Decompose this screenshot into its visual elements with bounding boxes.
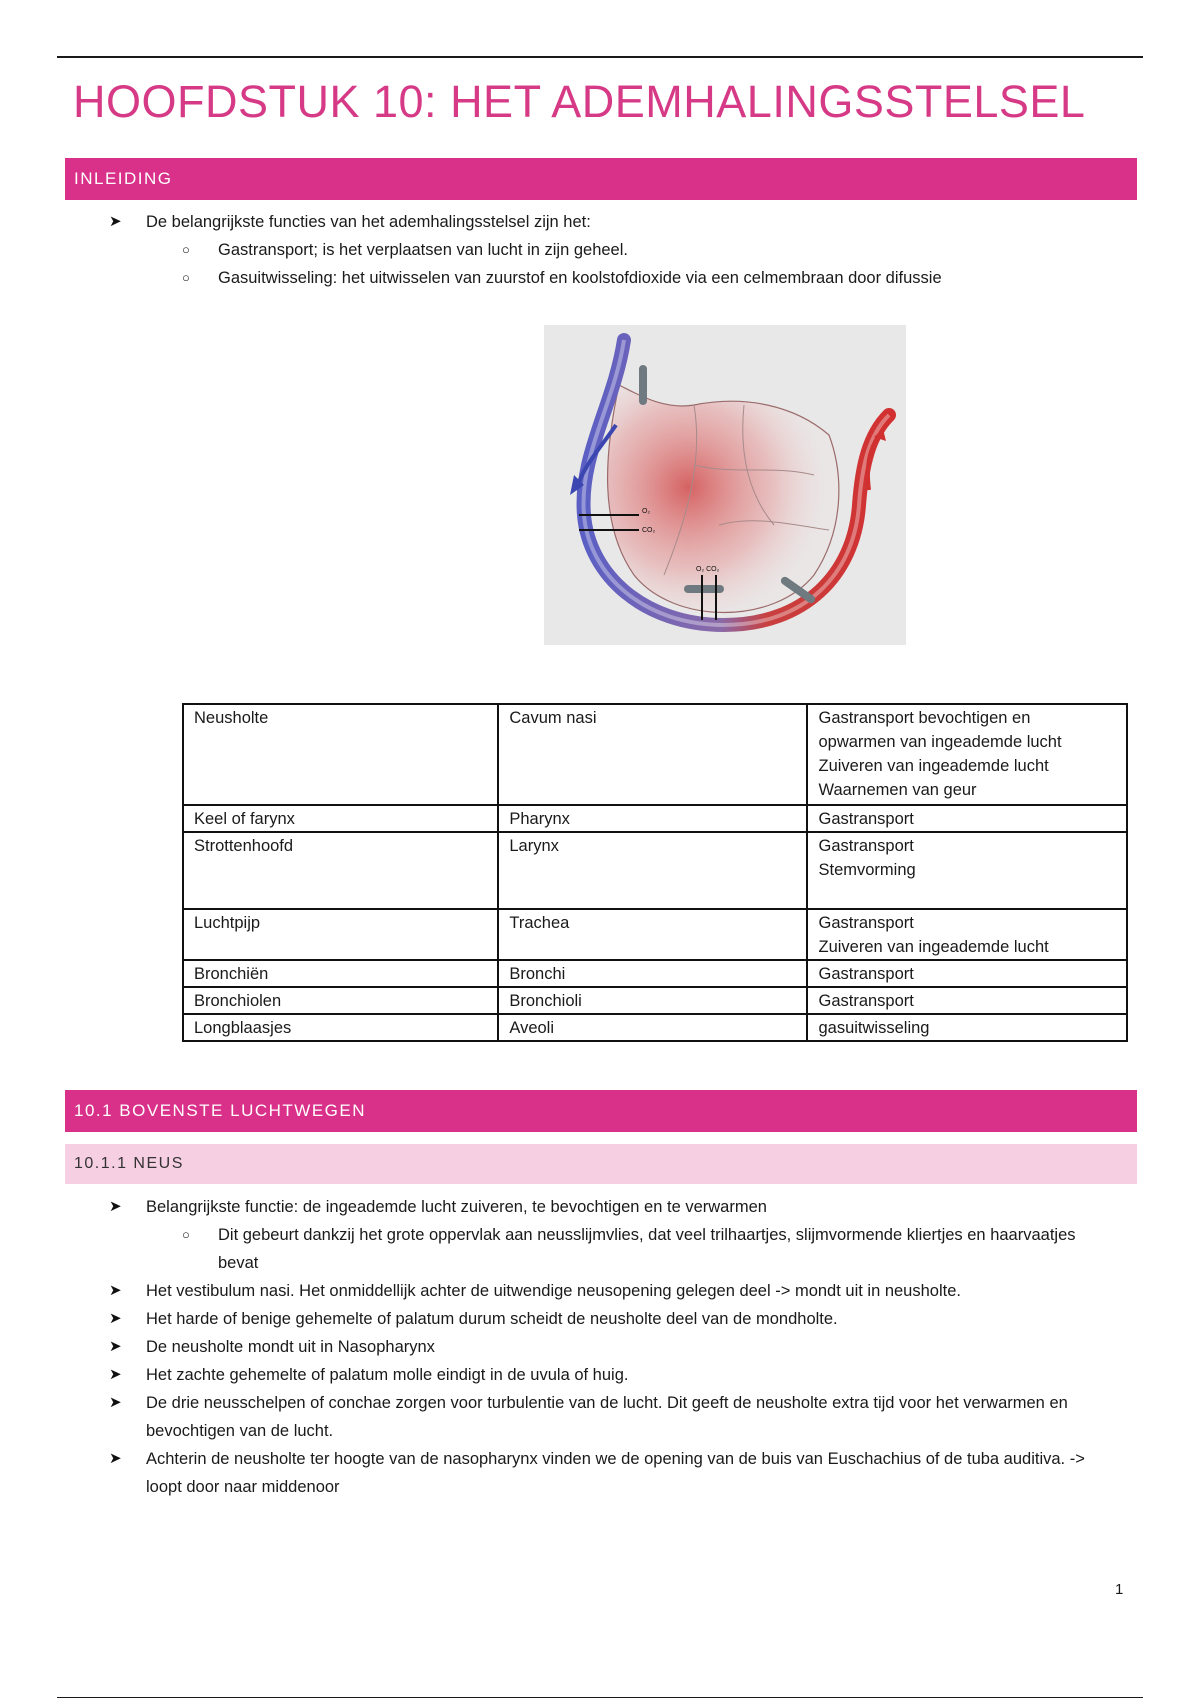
table-cell-latin-name: Cavum nasi (498, 704, 807, 805)
table-cell-function (807, 1014, 1127, 1041)
function-line: gasuitwisseling (818, 1019, 930, 1037)
list-item (0, 1193, 1200, 1221)
arrow-bullet-icon: ➤ (109, 1366, 122, 1383)
list-item (0, 1305, 1200, 1333)
list-item (0, 1361, 1200, 1389)
arrow-bullet-icon: ➤ (109, 1338, 122, 1355)
table-row (183, 1014, 1127, 1041)
list-item-text: Gasuitwisseling: het uitwisselen van zuurstof en koolstofdioxide via een celmembraan door difussie (218, 269, 942, 287)
figure-label-o2-co2: O₂ CO₂ (696, 566, 720, 573)
table-cell-latin-name: Pharynx (498, 805, 807, 832)
function-line: Zuiveren van ingeademde lucht (818, 757, 1049, 775)
list-item-text: Het vestibulum nasi. Het onmiddellijk achter de uitwendige neusopening gelegen deel -> mondt uit in neusholte. (146, 1282, 961, 1300)
arrow-bullet-icon: ➤ (109, 213, 122, 230)
arrow-bullet-icon: ➤ (109, 1310, 122, 1327)
top-rule (57, 56, 1143, 58)
page-title: HOOFDSTUK 10: HET ADEMHALINGSSTELSEL (73, 76, 1086, 127)
bottom-rule (57, 1697, 1143, 1698)
arrow-bullet-icon: ➤ (109, 1450, 122, 1467)
list-item-text: Achterin de neusholte ter hoogte van de nasopharynx vinden we de opening van de buis van Euschachius of de tuba auditiva. -> loopt door naar middenoor (146, 1450, 1085, 1496)
endothelial-cell (639, 365, 647, 405)
table-row (183, 805, 1127, 832)
table-cell-dutch-name: Strottenhoofd (183, 832, 498, 909)
table-row (183, 909, 1127, 960)
figure-label-o2: O₂ (642, 508, 651, 515)
circle-bullet-icon: ○ (182, 242, 190, 257)
function-line: Gastransport (818, 914, 914, 932)
alveolus-illustration (544, 325, 906, 645)
arrow-bullet-icon: ➤ (109, 1282, 122, 1299)
list-item-text: Dit gebeurt dankzij het grote oppervlak aan neusslijmvlies, dat veel trilhaartjes, slijmvormende kliertjes en haarvaatjes bevat (218, 1226, 1076, 1272)
table-cell-latin-name: Trachea (498, 909, 807, 960)
table-cell-dutch-name: Luchtpijp (183, 909, 498, 960)
circle-bullet-icon: ○ (182, 1227, 190, 1242)
function-line: Waarnemen van geur (818, 781, 977, 799)
list-item-text: Belangrijkste functie: de ingeademde lucht zuiveren, te bevochtigen en te verwarmen (146, 1198, 767, 1216)
list-item (0, 264, 1200, 292)
table-row (183, 960, 1127, 987)
list-item-text: De neusholte mondt uit in Nasopharynx (146, 1338, 435, 1356)
alveolus-wall (608, 385, 839, 613)
section-heading-bovenste-luchtwegen: 10.1 BOVENSTE LUCHTWEGEN (65, 1090, 1137, 1132)
table-cell-dutch-name: Keel of farynx (183, 805, 498, 832)
page-number: 1 (1115, 1581, 1124, 1598)
table-row (183, 987, 1127, 1014)
table-cell-latin-name: Bronchi (498, 960, 807, 987)
function-line: Gastransport (818, 837, 914, 855)
figure-label-co2: CO₂ (642, 527, 656, 534)
table-cell-dutch-name: Neusholte (183, 704, 498, 805)
table-cell-function (807, 805, 1127, 832)
list-item (0, 1333, 1200, 1361)
table-cell-latin-name: Larynx (498, 832, 807, 909)
list-item (0, 1221, 1200, 1277)
table-cell-latin-name: Aveoli (498, 1014, 807, 1041)
function-line: Stemvorming (818, 861, 916, 879)
function-line: Zuiveren van ingeademde lucht (818, 938, 1049, 956)
neus-bullets (0, 1193, 1200, 1501)
table-cell-latin-name: Bronchioli (498, 987, 807, 1014)
table-row (183, 832, 1127, 909)
organ-table (182, 703, 1128, 1042)
table-cell-function (807, 909, 1127, 960)
function-line (818, 882, 1116, 906)
list-item (0, 1389, 1200, 1445)
arrow-bullet-icon: ➤ (109, 1198, 122, 1215)
function-line: opwarmen van ingeademde lucht (818, 733, 1062, 751)
table-cell-function (807, 704, 1127, 805)
section-heading-inleiding: INLEIDING (65, 158, 1137, 200)
function-line: Gastransport (818, 965, 914, 983)
endothelial-cell (684, 585, 724, 593)
function-line: Gastransport (818, 810, 914, 828)
table-cell-function (807, 987, 1127, 1014)
table-cell-dutch-name: Bronchiolen (183, 987, 498, 1014)
list-item-text: Gastransport; is het verplaatsen van lucht in zijn geheel. (218, 241, 628, 259)
table-cell-function (807, 832, 1127, 909)
list-item (0, 1277, 1200, 1305)
table-cell-function (807, 960, 1127, 987)
list-item (0, 236, 1200, 264)
intro-bullets (0, 208, 1200, 292)
function-line: Gastransport (818, 992, 914, 1010)
subsection-heading-neus: 10.1.1 NEUS (65, 1144, 1137, 1184)
list-item (0, 1445, 1200, 1501)
table-cell-dutch-name: Longblaasjes (183, 1014, 498, 1041)
table-row (183, 704, 1127, 805)
list-item (0, 208, 1200, 236)
list-item-text: De belangrijkste functies van het ademhalingsstelsel zijn het: (146, 213, 591, 231)
list-item-text: Het harde of benige gehemelte of palatum durum scheidt de neusholte deel van de mondholte. (146, 1310, 838, 1328)
function-line: Gastransport bevochtigen en (818, 709, 1031, 727)
circle-bullet-icon: ○ (182, 270, 190, 285)
alveolus-gas-exchange-figure (544, 325, 906, 645)
list-item-text: Het zachte gehemelte of palatum molle eindigt in de uvula of huig. (146, 1366, 629, 1384)
arrow-bullet-icon: ➤ (109, 1394, 122, 1411)
list-item-text: De drie neusschelpen of conchae zorgen voor turbulentie van de lucht. Dit geeft de neusholte extra tijd voor het verwarmen en bevochtigen van de lucht. (146, 1394, 1068, 1440)
table-cell-dutch-name: Bronchiën (183, 960, 498, 987)
